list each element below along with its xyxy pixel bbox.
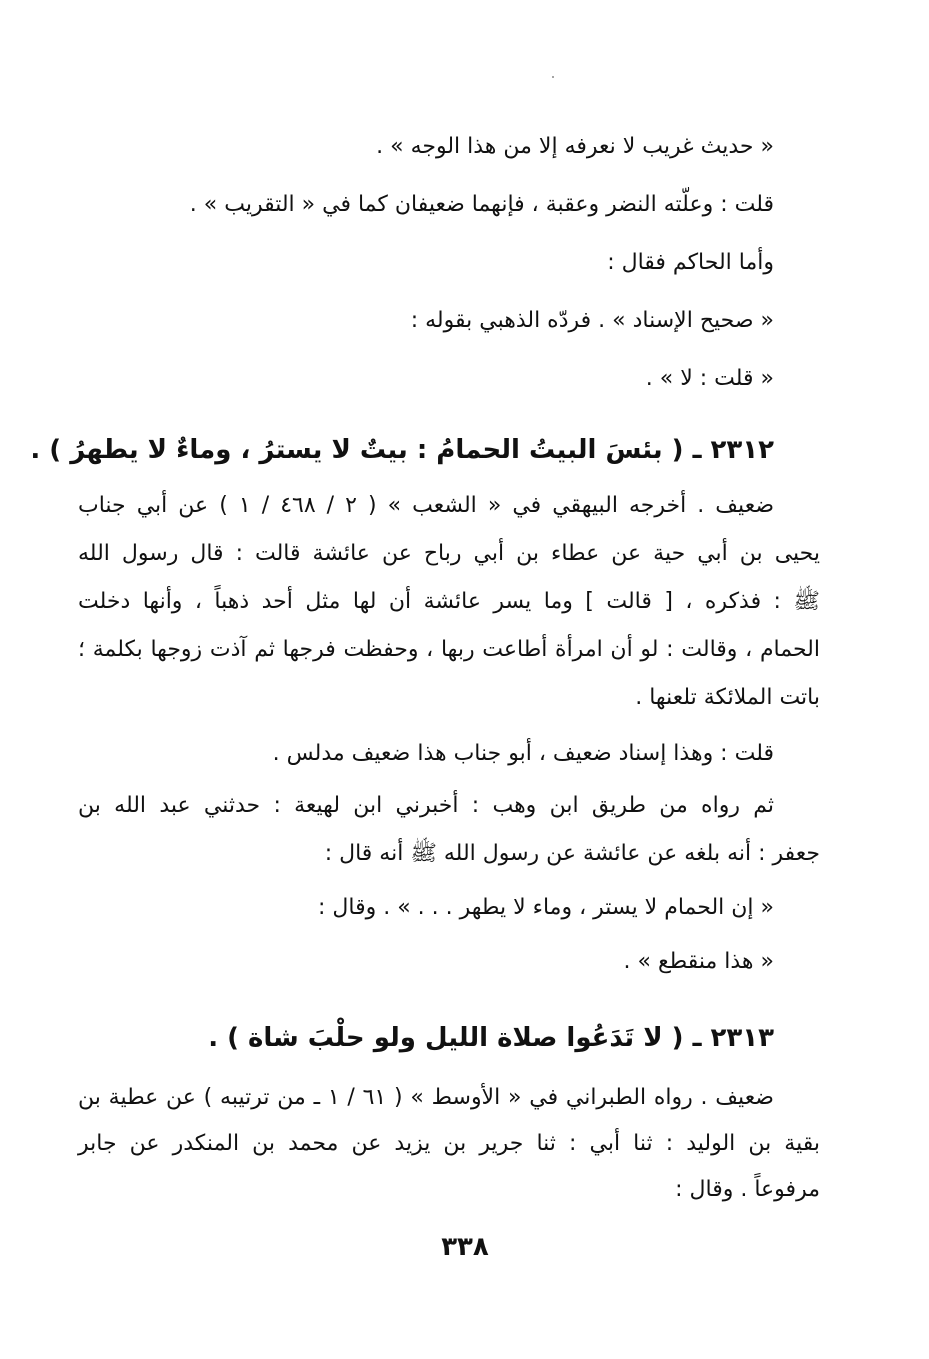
paragraph-line: باتت الملائكة تلعنها . [635,685,820,710]
text-line: وأما الحاكم فقال : [607,250,774,275]
paragraph-line: ثم رواه من طريق ابن وهب : أخبرني ابن لهيعة : حدثني عبد الله بن [78,793,774,818]
page-number: ٣٣٨ [441,1232,489,1262]
paragraph-line: بقية بن الوليد : ثنا أبي : ثنا جرير بن يزيد عن محمد بن المنكدر عن جابر [78,1131,820,1156]
hadith-heading: ٢٣١٢ ـ ( بئسَ البيتُ الحمامُ : بيتٌ لا يسترُ ، وماءٌ لا يطهرُ ) . [30,435,774,465]
quote-line: « هذا منقطع » . [623,949,774,974]
paragraph-line: جعفر : أنه بلغه عن عائشة عن رسول الله ﷺ أنه قال : [324,841,820,866]
text-line: « حديث غريب لا نعرفه إلا من هذا الوجه » . [376,134,774,159]
text-line: قلت : وعلّته النضر وعقبة ، فإنهما ضعيفان كما في « التقريب » . [189,192,774,217]
paragraph-line: الحمام ، وقالت : لو أن امرأة أطاعت ربها ، وحفظت فرجها ثم آذت زوجها بكلمة ؛ [78,637,820,662]
paragraph-line: مرفوعاً . وقال : [675,1177,820,1202]
text-line: « قلت : لا » . [645,366,774,391]
paragraph-line: ضعيف . رواه الطبراني في « الأوسط » ( ٦١ / ١ ـ من ترتيبه ) عن عطية بن [78,1085,774,1110]
top-section [78,132,820,422]
paragraph-line: يحيى بن أبي حية عن عطاء بن أبي رباح عن عائشة قالت : قال رسول الله [78,541,820,566]
hadith-2313-body [78,1083,820,1221]
paragraph-line: ﷺ : فذكره ، [ قالت ] وما يسر عائشة أن لها مثل أحد ذهباً ، وأنها دخلت [78,589,820,614]
hadith-2312-section [30,432,820,468]
paragraph-line: ضعيف . أخرجه البيهقي في « الشعب » ( ٢ / ٤٦٨ / ١ ) عن أبي جناب [78,493,774,518]
text-line: « صحيح الإسناد » . فردّه الذهبي بقوله : [410,308,774,333]
paragraph-line: قلت : وهذا إسناد ضعيف ، أبو جناب هذا ضعيف مدلس . [272,741,774,766]
quote-line: « إن الحمام لا يستر ، وماء لا يطهر . . . » . وقال : [318,895,774,920]
hadith-2313-section [78,1020,820,1056]
hadith-heading: ٢٣١٣ ـ ( لا تَدَعُوا صلاة الليل ولو حلْبَ شاة ) . [208,1023,774,1053]
page-speck [552,76,554,78]
hadith-2312-body [78,491,820,1001]
